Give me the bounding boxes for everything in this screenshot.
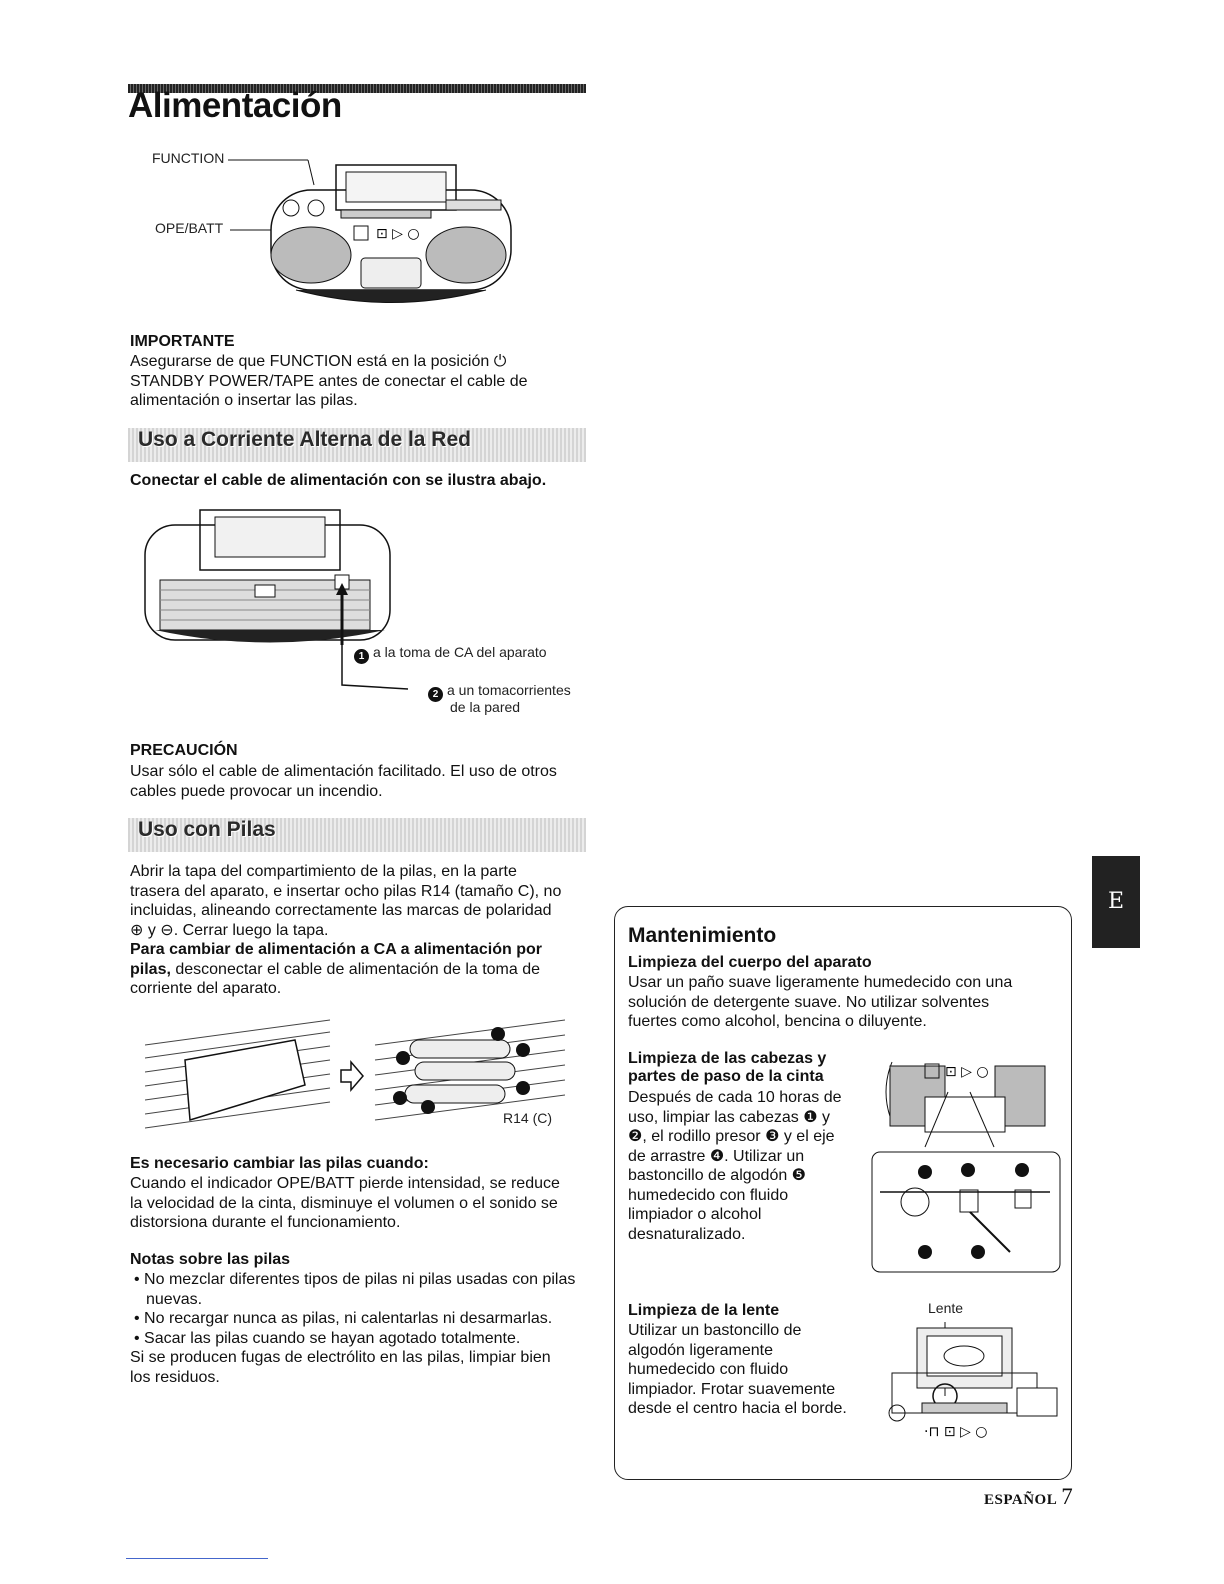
lens-cleaning-text: Utilizar un bastoncillo de algodón ligeramente humedecido con fluido limpiador. Frotar suavemente desde el centro hacia el borde. (628, 1322, 847, 1417)
page-number: 7 (1061, 1484, 1074, 1509)
note-item: • No mezclar diferentes tipos de pilas ni pilas usadas con pilas nuevas. (134, 1271, 576, 1308)
footer-language: ESPAÑOL (984, 1492, 1058, 1508)
importante-text: Asegurarse de que FUNCTION está en la posición ⏻ STANDBY POWER/TAPE antes de conectar el cable de alimentación o insertar las pilas. (130, 353, 528, 409)
step-number-2: 2 (428, 687, 443, 702)
svg-text:⊡ ▷ ○: ⊡ ▷ ○ (945, 1064, 989, 1080)
pilas-text: Abrir la tapa del compartimiento de la pilas, en la parte trasera del aparato, e insertar ocho pilas R14 (tamaño C), no incluidas, alineando correctamente las marcas de polaridad ⊕ y ⊖. Cerrar luego la tapa. Para cambiar de alimentación a CA a alimentación por pilas, desconectar el cable de alimentación de la toma de corriente del aparato. (130, 863, 562, 997)
note-item: • Sacar las pilas cuando se hayan agotado totalmente. (134, 1329, 521, 1347)
change-heading: Es necesario cambiar las pilas cuando: (130, 1155, 429, 1172)
boombox-back-illustration (140, 505, 440, 695)
section-band-pilas (128, 818, 586, 852)
step-number-1: 1 (354, 649, 369, 664)
heads-cleaning-text: Después de cada 10 horas de uso, limpiar las cabezas ❶ y ❷, el rodillo presor ❸ y el eje de arrastre ❹. Utilizar un bastoncillo de algodón ❺ humedecido con fluido limpiador o alcohol desnaturalizado. (628, 1089, 842, 1243)
precaucion-text: Usar sólo el cable de alimentación facilitado. El uso de otros cables puede provocar un incendio. (130, 763, 557, 800)
importante-heading: IMPORTANTE (130, 333, 235, 350)
body-cleaning-heading: Limpieza del cuerpo del aparato (628, 954, 872, 971)
lens-label: Lente (928, 1300, 964, 1316)
section-band-ac (128, 428, 586, 462)
svg-text:⊡ ▷ ○: ⊡ ▷ ○ (376, 226, 420, 242)
page-footer (984, 1484, 1073, 1510)
ac-step-1: 1 a la toma de CA del aparato (354, 644, 547, 664)
section-tab: E (1092, 856, 1140, 948)
battery-label: R14 (C) (503, 1110, 553, 1126)
page-title: Alimentación (128, 86, 342, 125)
notes-list: • No mezclar diferentes tipos de pilas ni pilas usadas con pilas nuevas. • No recargar nunca as pilas, ni calentarlas ni desarmarlas. • Sacar las pilas cuando se hayan agotado totalmente. Si se producen fugas de electrólito en las pilas, limpiar bien los residuos. (130, 1270, 590, 1387)
label-function: FUNCTION (152, 150, 225, 166)
svg-text:·⊓ ⊡ ▷ ○: ·⊓ ⊡ ▷ ○ (924, 1424, 988, 1440)
note-item: • No recargar nunca as pilas, ni calentarlas ni desarmarlas. (134, 1310, 553, 1327)
notes-heading: Notas sobre las pilas (130, 1251, 291, 1268)
battery-illustration (145, 1010, 565, 1135)
heads-illustration (870, 1052, 1065, 1274)
ac-step-2-cont: de la pared (450, 699, 521, 715)
heads-cleaning-heading: Limpieza de las cabezas y partes de paso de la cinta (628, 1050, 827, 1085)
section-band-pilas-label: Uso con Pilas (138, 818, 276, 841)
precaucion-heading: PRECAUCIÓN (130, 742, 238, 759)
change-text: Cuando el indicador OPE/BATT pierde intensidad, se reduce la velocidad de la cinta, disminuye el volumen o el sonido se distorsiona durante el funcionamiento. (130, 1175, 560, 1231)
ac-instruction: Conectar el cable de alimentación con se ilustra abajo. (130, 472, 547, 489)
label-opebatt: OPE/BATT (155, 220, 224, 236)
body-cleaning-text: Usar un paño suave ligeramente humedecido con una solución de detergente suave. No utilizar solventes fuertes como alcohol, bencina o diluyente. (628, 974, 1013, 1030)
section-band-ac-label: Uso a Corriente Alterna de la Red (138, 428, 471, 451)
footer-rule (126, 1558, 268, 1559)
lens-illustration (872, 1318, 1062, 1443)
boombox-front-illustration (226, 150, 526, 310)
maintenance-title: Mantenimiento (628, 924, 777, 947)
lens-cleaning-heading: Limpieza de la lente (628, 1302, 780, 1319)
ac-step-2: 2 a un tomacorrientes (428, 682, 571, 702)
